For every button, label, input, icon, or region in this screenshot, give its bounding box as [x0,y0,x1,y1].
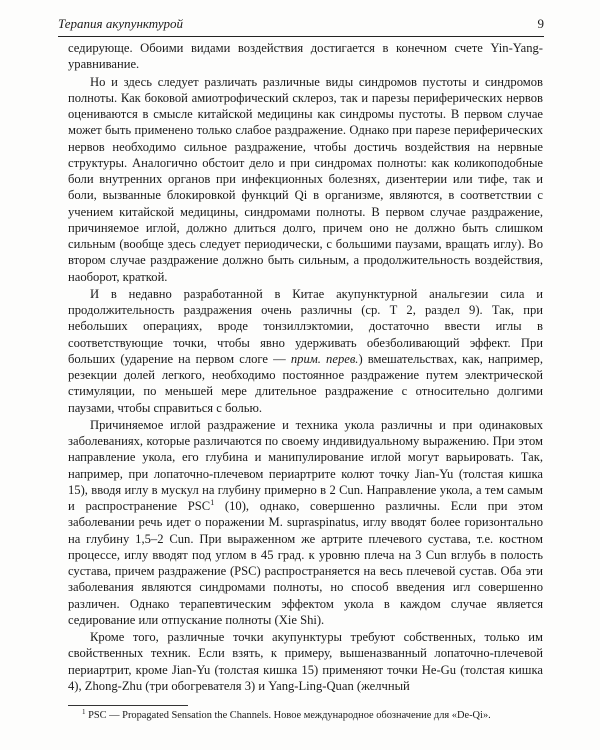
footnote-marker: 1 [82,708,86,716]
paragraph-4-part-b: (10), однако, совершенно различны. Если при этом заболевании речь идет о поражении M. supraspinatus, иглу вводят более горизонтально на глубину 1,5–2 Cun. При выраженном же артрите плечевого сустава, т.е. костном процессе, иглу вводят под углом в 45 град. к уровню плеча на 3 Cun вглубь в полость сустава, причем раздражение (PSC) распространяется на весь плечевой сустав. Оба эти заболевания являются синдромами полноты, но способ введения игл совершенно различен. Однако терапевтическим эффектом укола в каждом случае является седирование или отпускание полноты (Xie Shi). [68,499,543,627]
main-text [68,40,543,694]
paragraph-2: Но и здесь следует различать различные виды синдромов пустоты и синдромов полноты. Как боковой амиотрофический склероз, так и парезы периферических нервов оцениваются в смысле китайской медицины как синдромы пустоты. В первом случае может быть применено только слабое раздражение. Однако при парезе периферических нервов необходимо сильное раздражение, чтобы достичь воздействия на нервные структуры. Аналогично обстоит дело и при синдромах полноты: как коликоподобные боли внутренних органов при инфекционных болезнях, дизентерии или тифе, так и боли, вызванные блокировкой функций Qi в организме, являются, в соответствии с учением китайской медицины, синдромами полноты. В первом случае раздражение, причиняемое иглой, должно длиться долго, причем оно не должно быть слишком сильным (вообще здесь следует периодически, с большими паузами, вращать иглу). Во втором случае раздражение должно быть сильным, а продолжительность воздействия, наоборот, краткой. [68,74,543,284]
paragraph-3 [68,286,543,416]
running-header [58,14,544,37]
translator-note: прим. перев. [290,351,359,366]
running-title: Терапия акупунктурой [58,16,183,31]
footnote [68,709,543,722]
footnote-ref[interactable]: 1 [210,498,215,507]
footnote-rule [68,705,188,706]
page-number: 9 [537,16,544,31]
footnote-area [68,705,543,722]
paragraph-3-part-b: ) вмешательствах, как, например, резекции долей легкого, необходимо постоянное раздражение путем электрической стимуляции, по меньшей мере длительное раздражение с относительно долгими паузами, чтобы справиться с болью. [68,351,544,415]
paragraph-1: седирующе. Обоими видами воздействия достигается в конечном счете Yin-Yang-уравнивание. [68,41,543,72]
footnote-text: PSC — Propagated Sensation the Channels. Новое международное обозначение для «De-Qi». [85,710,491,721]
paragraph-4-part-a: Причиняемое иглой раздражение и техника укола различны и при одинаковых заболеваниях, которые различаются по своему индивидуальному выражению. При этом направление укола, его глубина и манипулирование иглой могут варьировать. Так, например, при лопаточно-плечевом периартрите колют точку Jian-Yu (толстая кишка 15), вводя иглу в мускул на глубину примерно в 2 Cun. Направление укола, а тем самым и распространение PSC [68,417,543,513]
paragraph-4 [68,417,543,628]
paragraph-5: Кроме того, различные точки акупунктуры требуют собственных, только им свойственных техник. Если взять, к примеру, вышеназванный лопаточно-плечевой периартрит, кроме Jian-Yu (толстая кишка 15) применяют точки He-Gu (толстая кишка 4), Zhong-Zhu (три обогревателя 3) и Yang-Ling-Quan (желчный [68,630,543,693]
paragraph-3-part-a: И в недавно разработанной в Китае акупунктурной анальгезии сила и продолжительность раздражения очень различны (ср. Т 2, раздел 9). Так, при небольших операциях, вроде тонзиллэктомии, достаточно ввести иглы в соответствующие точки, чтобы явно удерживать обезболивающий эффект. При больших (ударение на первом слоге — [68,286,543,366]
